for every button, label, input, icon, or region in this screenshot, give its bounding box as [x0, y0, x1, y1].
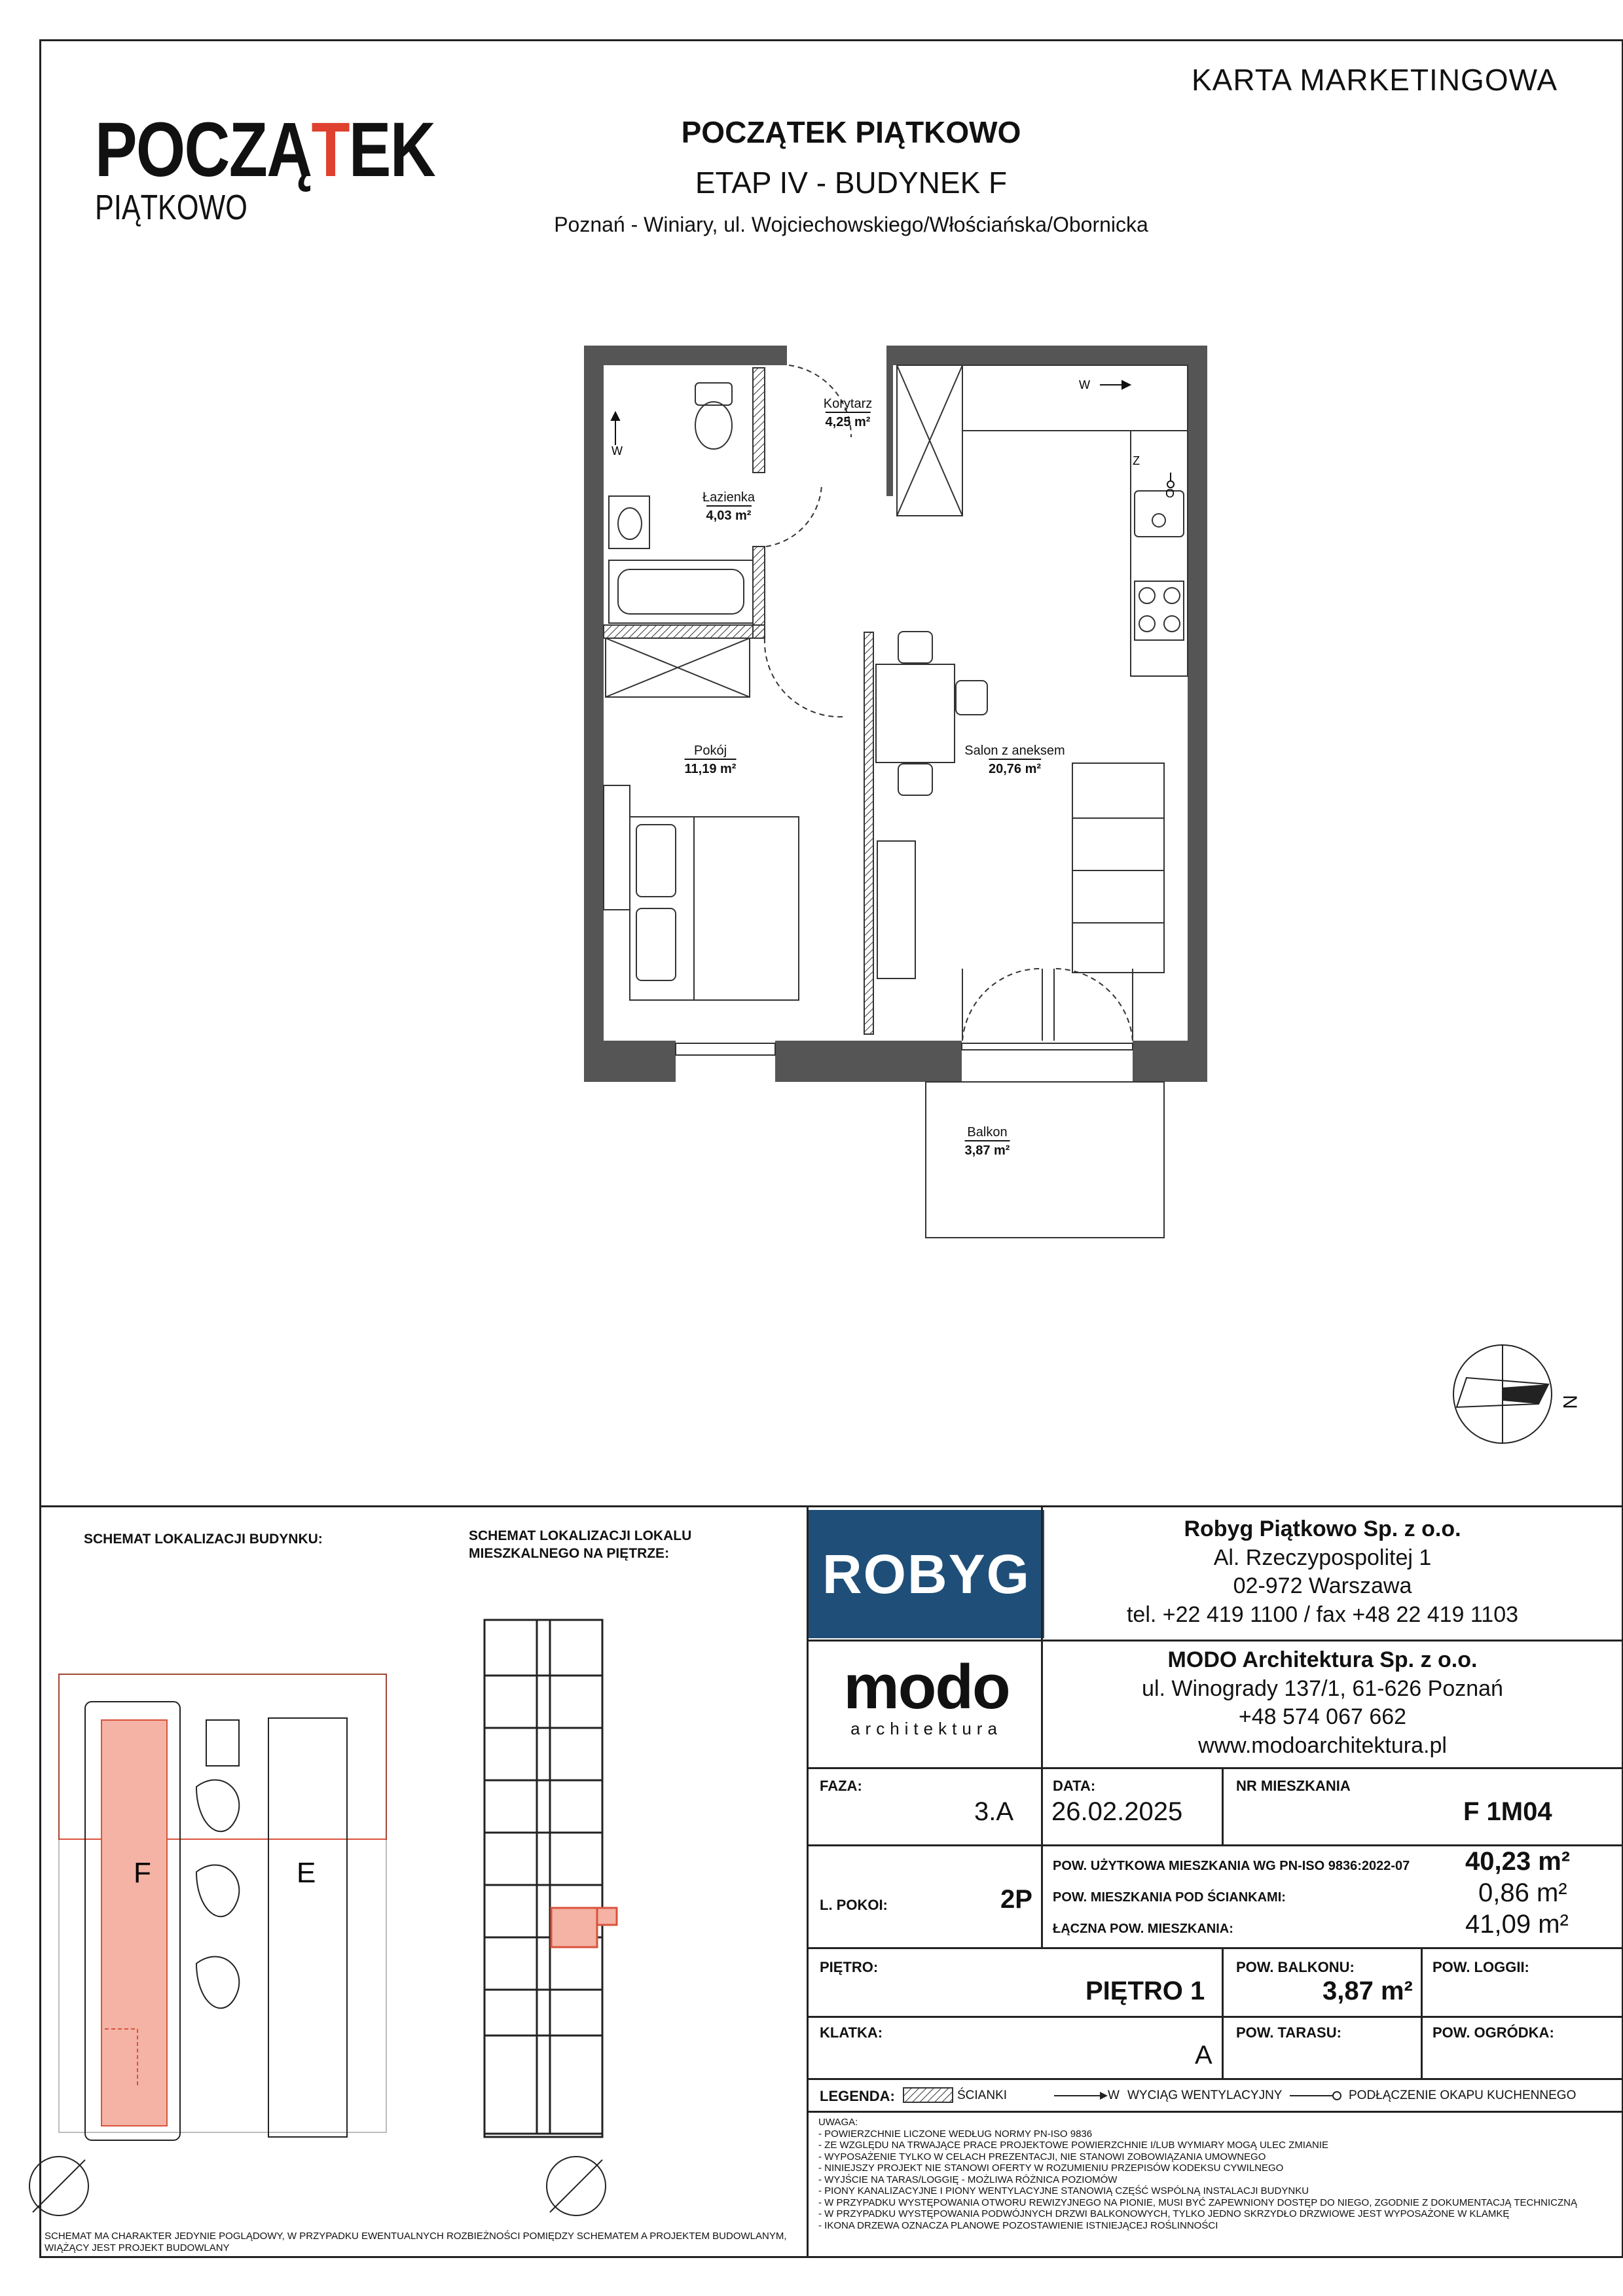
note-item: - ZE WZGLĘDU NA TRWAJĄCE PRACE PROJEKTOWE POWIERZCHNIE I/LUB WYMIARY MOGĄ ULEC ZMIANIE: [818, 2140, 1328, 2151]
note-item: - W PRZYPADKU WYSTĘPOWANIA OTWORU REWIZYJNEGO NA PIONIE, MUSI BYĆ ZAPEWNIONY DOSTĘP DO NIEGO, ZGODNIE Z DOKUMENTACJĄ TECHNICZNĄ: [818, 2197, 1577, 2208]
wall-right: [1188, 346, 1207, 1082]
unit-highlight: [551, 1908, 597, 1947]
card-title: KARTA MARKETINGOWA: [1192, 63, 1558, 97]
modo-logo-main: modo: [843, 1652, 1010, 1722]
legend-wall-swatch: [903, 2088, 953, 2102]
note-item: - NINIEJSZY PROJEKT NIE STANOWI OFERTY W ROZUMIENIU PRZEPISÓW KODEKSU CYWILNEGO: [818, 2162, 1284, 2174]
stage-title: ETAP IV - BUDYNEK F: [695, 166, 1008, 200]
brand-logo-sub: PIĄTKOWO: [95, 188, 247, 227]
site-label-f: F: [134, 1857, 151, 1889]
grid-line: [1041, 1505, 1043, 1947]
architect-name: MODO Architektura Sp. z o.o.: [1167, 1647, 1478, 1672]
wall-bottom-right: [1133, 1041, 1207, 1082]
section-divider: [39, 1505, 1623, 1507]
note-item: - WYPOSAŻENIE TYLKO W CELACH PREZENTACJI, NIE STANOWI ZOBOWIĄZANIA UMOWNEGO: [818, 2151, 1266, 2162]
site-label-e: E: [297, 1857, 316, 1889]
room-name: Balkon: [967, 1125, 1008, 1139]
vent-mark-bath: W: [611, 444, 623, 457]
grid-line: [807, 2111, 1623, 2113]
modo-logo: [812, 1652, 1041, 1739]
wall-bottom-left: [584, 1041, 676, 1082]
wall-left: [584, 346, 604, 1082]
faza-label: FAZA:: [820, 1778, 862, 1794]
data-label: DATA:: [1053, 1778, 1096, 1794]
logo-text-pre: POCZĄ: [95, 107, 312, 193]
hood-mark-o: O: [1165, 487, 1175, 500]
pow-laczna-label: ŁĄCZNA POW. MIESZKANIA:: [1053, 1922, 1233, 1936]
wall-top-left: [584, 346, 787, 365]
compass-north-label: N: [1558, 1395, 1580, 1409]
floor-schematic: [484, 1620, 602, 2137]
room-label-balkon: [965, 1124, 1010, 1158]
data-value: 26.02.2025: [1051, 1797, 1183, 1826]
loggia-label: POW. LOGGII:: [1432, 1959, 1529, 1975]
modo-logo-sub: architektura: [850, 1719, 1002, 1738]
room-area: 11,19 m²: [685, 759, 737, 777]
logo-text-red: T: [311, 107, 349, 193]
compass-icon: [1453, 1345, 1552, 1443]
klatka-label: KLATKA:: [820, 2024, 883, 2041]
grid-line: [807, 1844, 1623, 1846]
note-item: - POWIERZCHNIE LICZONE WEDŁUG NORMY PN-ISO 9836: [818, 2128, 1093, 2140]
pietro-label: PIĘTRO:: [820, 1959, 879, 1975]
room-area: 20,76 m²: [989, 759, 1041, 777]
schematic-footnote: SCHEMAT MA CHARAKTER JEDYNIE POGLĄDOWY, W PRZYPADKU EWENTUALNYCH ROZBIEŻNOŚCI POMIĘDZY SCHEMATEM A PROJEKTEM BUDOWLANYM, WIĄŻĄCY JEST PROJEKT BUDOWLANY: [45, 2231, 787, 2253]
grid-line: [1222, 1767, 1224, 1844]
notes-title: UWAGA:: [818, 2117, 858, 2128]
note-item: - IKONA DRZEWA OZNACZA PLANOWE POZOSTAWIENIE ISTNIEJĄCEJ ROŚLINNOŚCI: [818, 2219, 1218, 2231]
hood-mark: Z: [1133, 454, 1140, 467]
room-label-pokoj: [685, 743, 737, 777]
wall-top-right: [886, 346, 1207, 365]
pokoi-value: 2P: [1000, 1885, 1032, 1914]
room-label-salon: [964, 743, 1065, 777]
pow-laczna-value: 41,09 m²: [1465, 1910, 1569, 1939]
room-label-lazienka: [702, 490, 755, 524]
room-name: Korytarz: [823, 397, 873, 411]
grid-line: [807, 2016, 1623, 2018]
robyg-logo: ROBYG: [809, 1510, 1044, 1638]
room-area: 4,03 m²: [706, 505, 752, 524]
ogrodek-label: POW. OGRÓDKA:: [1432, 2024, 1554, 2041]
grid-line: [807, 2078, 1623, 2080]
legend-vent-mark: W: [1108, 2089, 1120, 2102]
wall-bottom-mid: [775, 1041, 962, 1082]
room-name: Salon z aneksem: [964, 744, 1065, 758]
room-label-korytarz: [824, 396, 872, 430]
room-area: 4,25 m²: [826, 412, 871, 430]
grid-line: [807, 1767, 1623, 1769]
north-arrow-icon: [547, 2157, 606, 2215]
pow-scianki-value: 0,86 m²: [1478, 1878, 1567, 1907]
floor-schematic-title-2: MIESZKALNEGO NA PIĘTRZE:: [469, 1546, 670, 1562]
legend-hood: PODŁĄCZENIE OKAPU KUCHENNEGO: [1349, 2089, 1577, 2102]
developer-info: [1048, 1515, 1597, 1629]
architect-phone: +48 574 067 662: [1238, 1704, 1407, 1730]
note-item: - WYJŚCIE NA TARAS/LOGGIĘ - MOŻLIWA RÓŻNICA POZIOMÓW: [818, 2174, 1118, 2185]
nr-label: NR MIESZKANIA: [1236, 1778, 1351, 1794]
logo-text-post: EK: [348, 107, 435, 193]
grid-line: [1222, 1947, 1224, 2078]
notes: [818, 2117, 1597, 2231]
legend-walls: ŚCIANKI: [957, 2089, 1008, 2102]
developer-phone: tel. +22 419 1100 / fax +48 22 419 1103: [1126, 1602, 1519, 1627]
pow-scianki-label: POW. MIESZKANIA POD ŚCIANKAMI:: [1053, 1890, 1286, 1905]
note-item: - W PRZYPADKU WYSTĘPOWANIA PODWÓJNYCH DRZWI BALKONOWYCH, TYLKO JEDNO SKRZYDŁO DRZWIOWE JEST WYPOSAŻONE W KLAMKĘ: [818, 2208, 1510, 2220]
balkon-value: 3,87 m²: [1322, 1977, 1413, 2005]
legend-vent: WYCIĄG WENTYLACYJNY: [1127, 2089, 1283, 2102]
legend-title: LEGENDA:: [820, 2088, 895, 2104]
project-title: POCZĄTEK PIĄTKOWO: [681, 115, 1021, 149]
floor-schematic-title: [469, 1527, 691, 1563]
architect-info: [1048, 1646, 1597, 1760]
project-address: Poznań - Winiary, ul. Wojciechowskiego/Włościańska/Obornicka: [554, 213, 1148, 236]
pietro-value: PIĘTRO 1: [1085, 1977, 1205, 2005]
developer-name: Robyg Piątkowo Sp. z o.o.: [1184, 1516, 1461, 1541]
architect-web: www.modoarchitektura.pl: [1198, 1732, 1447, 1758]
taras-label: POW. TARASU:: [1236, 2024, 1341, 2041]
pow-uzytkowa-label: POW. UŻYTKOWA MIESZKANIA WG PN-ISO 9836:2022-07: [1053, 1859, 1410, 1873]
grid-line: [1421, 1947, 1423, 2078]
nr-value: F 1M04: [1463, 1797, 1552, 1826]
note-item: - PIONY KANALIZACYJNE I PIONY WENTYLACYJNE STANOWIĄ CZĘŚĆ WSPÓLNĄ INSTALACJI BUDYNKU: [818, 2185, 1309, 2197]
floor-schematic-title-1: SCHEMAT LOKALIZACJI LOKALU: [469, 1528, 692, 1543]
klatka-value: A: [1195, 2041, 1213, 2070]
room-name: Łazienka: [702, 490, 756, 505]
room-name: Pokój: [693, 744, 727, 758]
balkon-label: POW. BALKONU:: [1236, 1959, 1355, 1975]
pow-uzytkowa-value: 40,23 m²: [1465, 1847, 1571, 1876]
developer-city: 02-972 Warszawa: [1233, 1573, 1412, 1599]
room-area: 3,87 m²: [965, 1140, 1010, 1158]
faza-value: 3.A: [974, 1797, 1014, 1826]
grid-line: [807, 1640, 1623, 1641]
grid-line: [807, 1947, 1623, 1949]
developer-street: Al. Rzeczypospolitej 1: [1213, 1545, 1432, 1570]
vent-mark-kitchen: W: [1079, 378, 1090, 391]
north-arrow-icon: [29, 2157, 88, 2215]
site-plan-schematic: [59, 1674, 386, 2140]
pokoi-label: L. POKOI:: [820, 1897, 888, 1913]
architect-street: ul. Winogrady 137/1, 61-626 Poznań: [1142, 1676, 1503, 1701]
building-schematic-title: SCHEMAT LOKALIZACJI BUDYNKU:: [84, 1532, 323, 1547]
